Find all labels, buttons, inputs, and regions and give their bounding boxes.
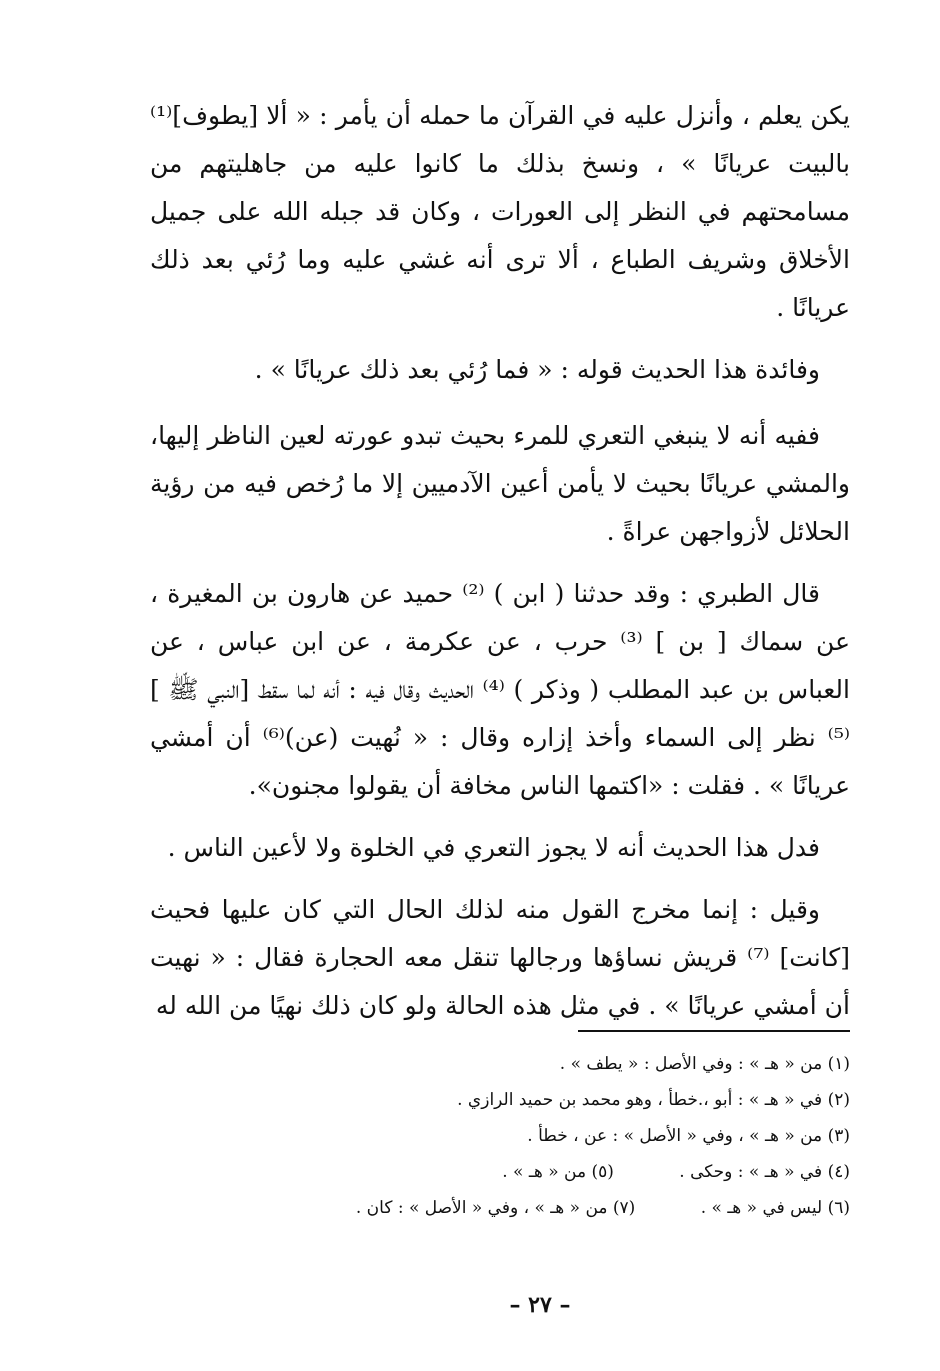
footnote [150,1154,850,1190]
footnote [150,1118,850,1154]
footnote [150,1046,850,1082]
paragraph: ففيه أنه لا ينبغي التعري للمرء بحيث تبدو عورته لعين الناظر إليها، والمشي عريانًا بحيث لا يأمن أعين الآدميين إلا ما رُخص فيه من رؤية الحلائل لأزواجهن عراةً . [150,421,850,546]
paragraph: يكن يعلم ، وأنزل عليه في القرآن ما حمله أن يأمر : « ألا [يطوف]⁽¹⁾ بالبيت عريانًا » ، ونسخ بذلك ما كانوا عليه من جاهليتهم من مسامحتهم في النظر إلى العورات ، وكان قد جبله الله على جميل الأخلاق وشريف الطباع ، ألا ترى أنه غشي عليه وما رُئي بعد ذلك عريانًا . [150,101,850,322]
footnote [150,1190,850,1226]
page-number: – ٢٧ – [509,1292,571,1318]
footnote-text: (٥) من « هـ » . [502,1162,614,1182]
footnote-text: (٢) في « هـ » : أبو ،.خطأ ، وهو محمد بن حميد الرازي . [457,1090,850,1110]
footnote-text: (٧) من « هـ » ، وفي « الأصل » : كان . [355,1198,636,1218]
main-text [150,92,850,1044]
paragraph: وقيل : إنما مخرج القول منه لذلك الحال التي كان عليها فحيث [كانت] ⁽⁷⁾ قريش نساؤها ورجالها تنقل معه الحجارة فقال : « نهيت أن أمشي عريانًا » . في مثل هذه الحالة ولو كان ذلك نهيًا من الله له [150,895,850,1020]
footnote-separator [578,1030,850,1032]
footnote-text: (١) من « هـ » : وفي الأصل : « يطف » . [559,1054,850,1074]
paragraph: قال الطبري : وقد حدثنا ( ابن ) ⁽²⁾ حميد عن هارون بن المغيرة ، عن سماك [ بن ] ⁽³⁾ حرب ، عن عكرمة ، عن ابن عباس ، عن العباس بن عبد المطلب ( وذكر ) ⁽⁴⁾ الحديث وقال فيه : أنه لما سقط [النبي ﷺ ] ⁽⁵⁾ نظر إلى السماء وأخذ إزاره وقال : « نُهيت (عن)⁽⁶⁾ أن أمشي عريانًا » . فقلت : «اكتمها الناس مخافة أن يقولوا مجنون». [150,579,850,800]
footnote-text: (٤) في « هـ » : وحكى . [679,1162,850,1182]
footnote-text: (٦) ليس في « هـ » . [700,1198,850,1218]
paragraph: فدل هذا الحديث أنه لا يجوز التعري في الخلوة ولا لأعين الناس . [167,833,820,862]
paragraph: وفائدة هذا الحديث قوله : « فما رُئي بعد ذلك عريانًا » . [254,355,820,384]
footnote [150,1082,850,1118]
footnotes [150,1046,850,1226]
footnote-text: (٣) من « هـ » ، وفي « الأصل » : عن ، خطأ . [527,1126,850,1146]
